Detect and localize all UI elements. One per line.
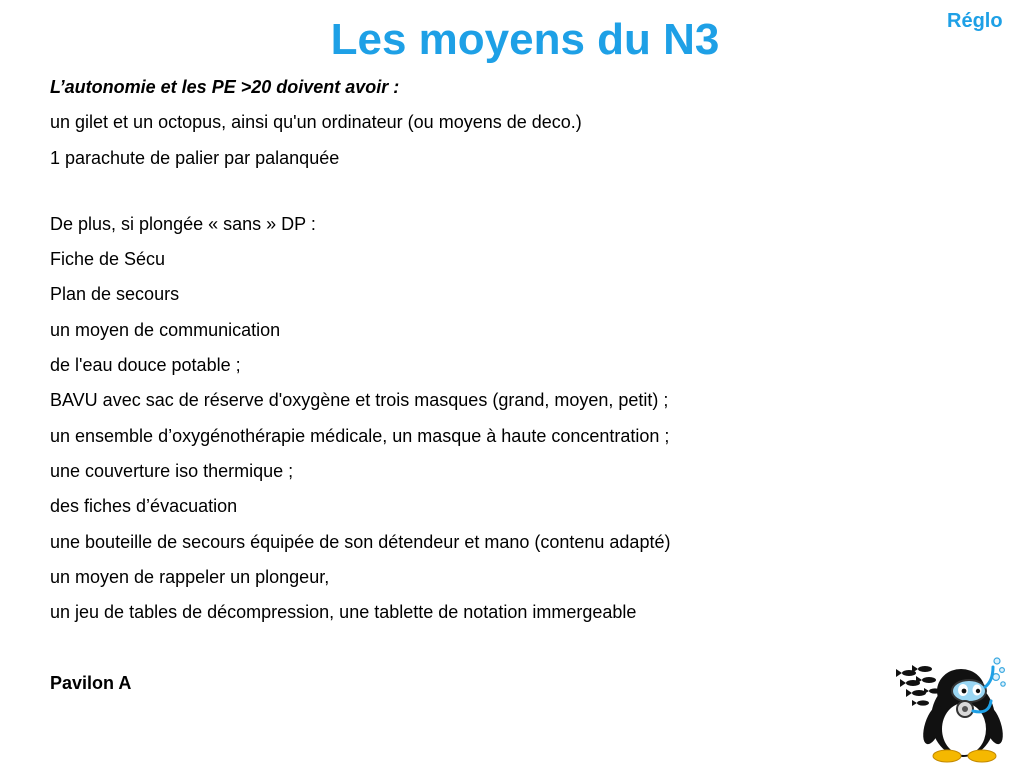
without-dp-item: un moyen de communication — [50, 319, 281, 340]
intro-item: un gilet et un octopus, ainsi qu'un ordinateur (ou moyens de deco.) — [50, 112, 582, 133]
fish-icon — [912, 700, 929, 706]
without-dp-item: un moyen de rappeler un plongeur, — [50, 566, 330, 587]
without-dp-item: Plan de secours — [50, 284, 180, 305]
penguin-right-foot — [968, 750, 996, 762]
intro-heading: L’autonomie et les PE >20 doivent avoir : — [50, 77, 400, 97]
penguin-left-foot — [933, 750, 961, 762]
intro-item: 1 parachute de palier par palanquée — [50, 147, 340, 168]
reglo-link[interactable]: Réglo — [947, 10, 1003, 32]
spacer — [50, 176, 890, 207]
penguin-pupil — [962, 689, 967, 694]
without-dp-item: des fiches d’évacuation — [50, 496, 238, 517]
without-dp-item: une bouteille de secours équipée de son détendeur et mano (contenu adapté) — [50, 531, 671, 552]
penguin-pupil — [976, 689, 980, 693]
spacer — [50, 630, 890, 665]
without-dp-item: Fiche de Sécu — [50, 249, 166, 270]
slide-title: Les moyens du N3 — [330, 15, 720, 64]
footer-note: Pavilon A — [50, 672, 132, 693]
fish-icon — [906, 689, 926, 697]
fish-school-icon — [896, 665, 941, 706]
without-dp-item: de l'eau douce potable ; — [50, 355, 241, 376]
without-dp-item: une couverture iso thermique ; — [50, 460, 294, 481]
without-dp-item: BAVU avec sac de réserve d'oxygène et trois masques (grand, moyen, petit) ; — [50, 390, 669, 411]
snorkel-tube-icon — [985, 667, 993, 687]
diver-penguin-icon — [893, 655, 1018, 765]
bubbles-icon — [993, 658, 1006, 686]
regulator-center — [962, 706, 968, 712]
without-dp-heading: De plus, si plongée « sans » DP : — [50, 213, 316, 234]
slide-body — [50, 70, 890, 701]
without-dp-item: un ensemble d’oxygénothérapie médicale, un masque à haute concentration ; — [50, 425, 670, 446]
without-dp-item: un jeu de tables de décompression, une tablette de notation immergeable — [50, 602, 637, 623]
